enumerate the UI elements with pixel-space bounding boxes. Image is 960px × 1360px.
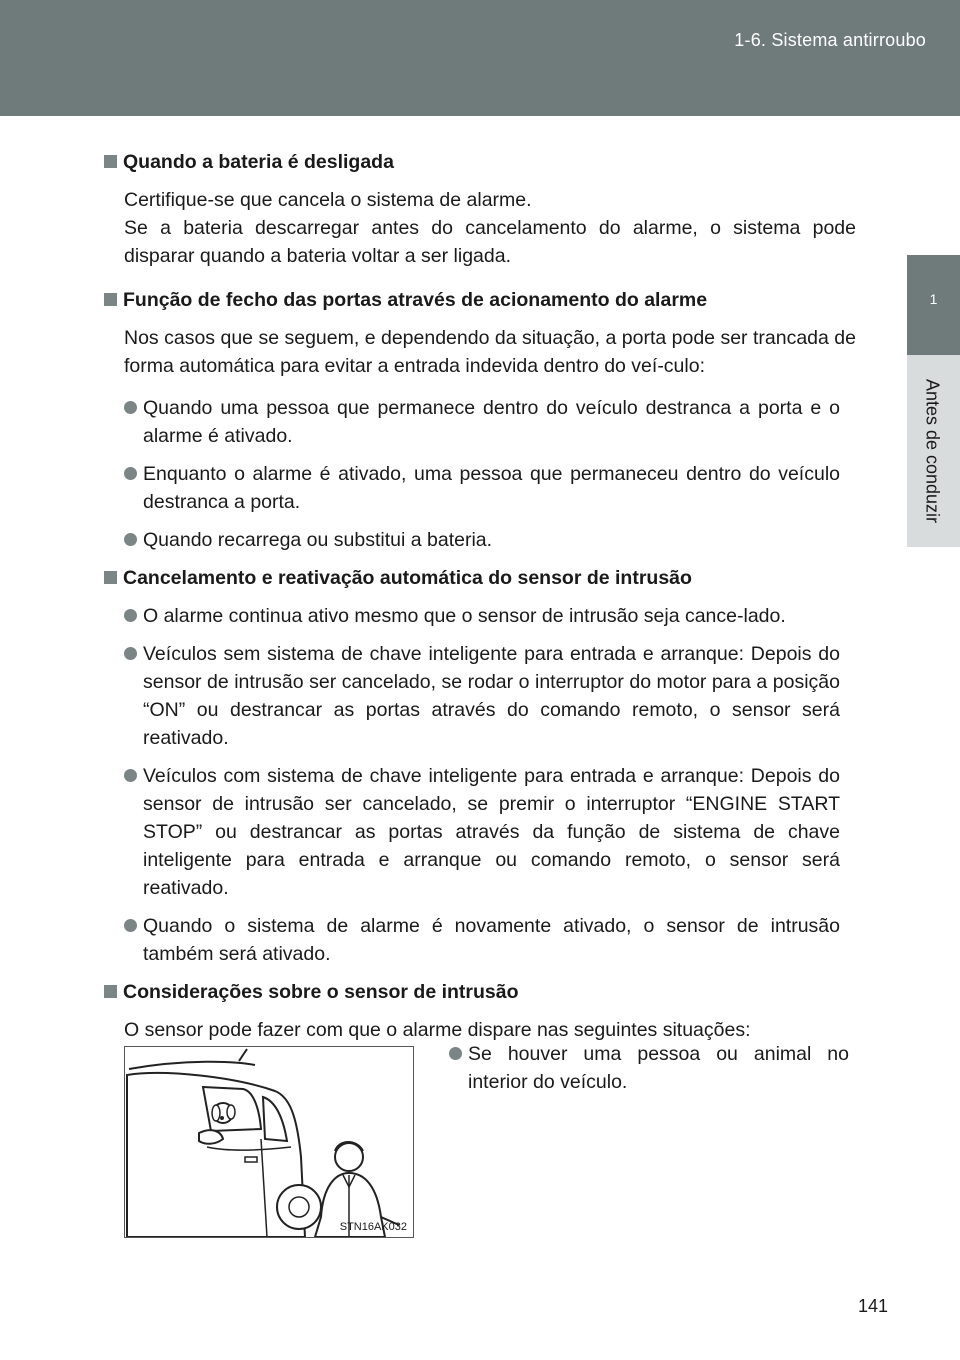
round-bullet-icon bbox=[124, 467, 137, 480]
section-heading-text: Considerações sobre o sensor de intrusão bbox=[123, 981, 519, 1003]
section-heading-text: Função de fecho das portas através de acionamento do alarme bbox=[123, 289, 708, 311]
paragraph: O sensor pode fazer com que o alarme dispare nas seguintes situações: bbox=[124, 1019, 751, 1041]
list-item-text: Veículos com sistema de chave inteligente para entrada e arranque: Depois do sensor de intrusão ser cancelado, se premir o interruptor “ENGINE START STOP” ou destrancar as portas através da função de sistema de chave inteligente para entrada e arranque ou comando remoto, o sensor será reativado. bbox=[143, 765, 840, 899]
square-bullet-icon bbox=[104, 985, 117, 998]
section-heading bbox=[104, 286, 856, 314]
list-item-text: Enquanto o alarme é ativado, uma pessoa que permaneceu dentro do veículo destranca a porta. bbox=[143, 463, 840, 513]
chapter-label: Antes de conduzir bbox=[922, 378, 943, 524]
paragraph: Nos casos que se seguem, e dependendo da situação, a porta pode ser trancada de forma automática para evitar a entrada indevida dentro do veí-culo: bbox=[124, 327, 856, 377]
list-item-text: Se houver uma pessoa ou animal no interior do veículo. bbox=[468, 1043, 849, 1093]
round-bullet-icon bbox=[124, 609, 137, 622]
page-content bbox=[104, 148, 856, 1058]
square-bullet-icon bbox=[104, 155, 117, 168]
list-item bbox=[449, 1040, 849, 1096]
square-bullet-icon bbox=[104, 293, 117, 306]
round-bullet-icon bbox=[124, 401, 137, 414]
list-item-text: Quando uma pessoa que permanece dentro do veículo destranca a porta e o alarme é ativado. bbox=[143, 397, 840, 447]
section-heading-text: Cancelamento e reativação automática do sensor de intrusão bbox=[123, 567, 692, 589]
list-item bbox=[124, 640, 840, 752]
round-bullet-icon bbox=[124, 769, 137, 782]
section-header-title: 1-6. Sistema antirroubo bbox=[734, 30, 926, 50]
illustration-frame bbox=[124, 1046, 414, 1238]
round-bullet-icon bbox=[124, 533, 137, 546]
list-item bbox=[124, 762, 840, 902]
list-item bbox=[124, 912, 840, 968]
round-bullet-icon bbox=[124, 647, 137, 660]
round-bullet-icon bbox=[449, 1047, 462, 1060]
round-bullet-icon bbox=[124, 919, 137, 932]
page-number: 141 bbox=[858, 1296, 889, 1316]
paragraph: Se a bateria descarregar antes do cancelamento do alarme, o sistema pode disparar quando a bateria voltar a ser ligada. bbox=[124, 217, 856, 267]
car-and-man-illustration bbox=[125, 1047, 413, 1237]
paragraph: Certifique-se que cancela o sistema de alarme. bbox=[124, 189, 532, 211]
chapter-tab bbox=[907, 255, 960, 355]
list-item-text: Quando o sistema de alarme é novamente ativado, o sensor de intrusão também será ativado. bbox=[143, 915, 840, 965]
list-item-text: Quando recarrega ou substitui a bateria. bbox=[143, 529, 493, 551]
section-heading bbox=[104, 148, 856, 176]
section-heading-text: Quando a bateria é desligada bbox=[123, 151, 394, 173]
list-item-text: Veículos sem sistema de chave inteligente para entrada e arranque: Depois do sensor de intrusão ser cancelado, se rodar o interruptor do motor para a posição “ON” ou destrancar as portas através do comando remoto, o sensor será reativado. bbox=[143, 643, 840, 749]
figure-code: STN16AK032 bbox=[339, 1221, 407, 1233]
section-heading bbox=[104, 564, 856, 592]
list-item bbox=[124, 460, 840, 516]
list-item-text: O alarme continua ativo mesmo que o sensor de intrusão seja cance-lado. bbox=[143, 605, 786, 627]
square-bullet-icon bbox=[104, 571, 117, 584]
chapter-number: 1 bbox=[929, 291, 938, 307]
list-item bbox=[124, 602, 840, 630]
list-item bbox=[124, 394, 840, 450]
section-heading bbox=[104, 978, 856, 1006]
page-header bbox=[0, 0, 960, 116]
list-item bbox=[124, 526, 840, 554]
